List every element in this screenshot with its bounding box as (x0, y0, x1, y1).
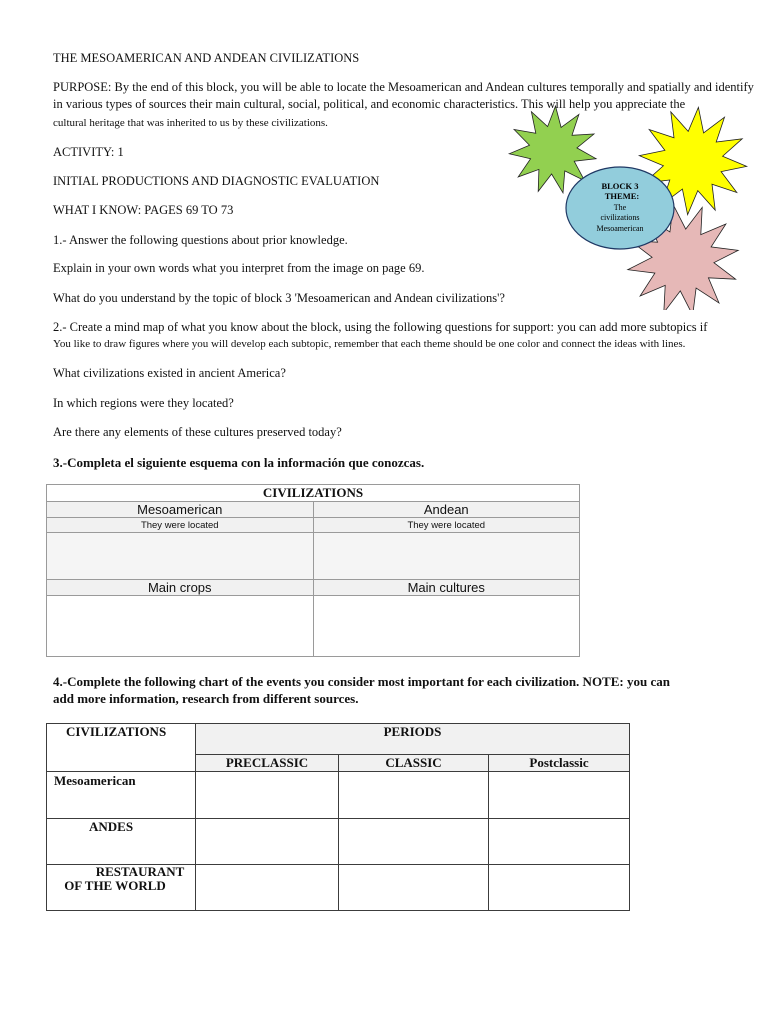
table2-civilizations-label: CIVILIZATIONS (66, 724, 167, 739)
table1-located-mesoamerican: They were located (47, 518, 314, 533)
table2-row-mesoamerican: Mesoamerican (47, 772, 196, 819)
table2-cell-empty (339, 865, 489, 911)
what-i-know-heading: WHAT I KNOW: PAGES 69 TO 73 (53, 203, 234, 217)
question-2c: Are there any elements of these cultures preserved today? (53, 425, 342, 439)
table2-cell-empty (196, 772, 339, 819)
block-theme-graphic (500, 100, 760, 310)
table2-cell-empty (489, 865, 630, 911)
badge-line-2: THEME: (604, 191, 640, 201)
badge-line-5: Mesoamerican (596, 224, 644, 233)
question-2a: What civilizations existed in ancient America? (53, 366, 286, 380)
table2-cell-empty (196, 819, 339, 865)
question-2-line-1: 2.- Create a mind map of what you know about the block, using the following questions for support: you can add more subtopics if (53, 320, 708, 334)
table1-col-andean: Andean (313, 502, 580, 518)
question-1a: Explain in your own words what you interpret from the image on page 69. (53, 261, 425, 275)
table1-cell-empty (47, 533, 314, 580)
table1-located-andean: They were located (313, 518, 580, 533)
table1-main-crops: Main crops (47, 580, 314, 596)
table1-col-mesoamerican: Mesoamerican (47, 502, 314, 518)
purpose-line-2: in various types of sources their main cultural, social, political, and economic characteristics. This will help you appreciate the (53, 97, 686, 111)
restaurant-line-1: RESTAURANT (95, 864, 185, 879)
table1-cell-empty (47, 596, 314, 657)
initial-productions-heading: INITIAL PRODUCTIONS AND DIAGNOSTIC EVALUATION (53, 174, 380, 188)
question-3: 3.-Completa el siguiente esquema con la información que conozcas. (53, 455, 425, 470)
table2-cell-empty (196, 865, 339, 911)
civilizations-scheme-table (46, 484, 580, 657)
question-1: 1.- Answer the following questions about prior knowledge. (53, 233, 348, 247)
activity-label: ACTIVITY: 1 (53, 145, 124, 159)
table1-header: CIVILIZATIONS (47, 485, 580, 502)
table1-cell-empty (313, 596, 580, 657)
question-4-line-1: 4.-Complete the following chart of the events you consider most important for each civilization. NOTE: you can (53, 674, 670, 689)
table2-cell-empty (489, 819, 630, 865)
restaurant-line-2: OF THE WORLD (64, 878, 166, 893)
table2-cell-empty (339, 819, 489, 865)
question-4-line-2: add more information, research from different sources. (53, 691, 359, 706)
table2-col-classic: CLASSIC (339, 755, 489, 772)
table2-civilizations-header (47, 724, 196, 772)
table2-row-restaurant (47, 865, 196, 911)
table2-cell-empty (489, 772, 630, 819)
table1-cell-empty (313, 533, 580, 580)
badge-line-4: civilizations (600, 213, 640, 222)
page-title: THE MESOAMERICAN AND ANDEAN CIVILIZATIONS (53, 51, 360, 65)
badge-line-3: The (613, 203, 627, 212)
question-2b: In which regions were they located? (53, 396, 234, 410)
badge-line-1: BLOCK 3 (601, 181, 639, 191)
question-2-line-2: You like to draw figures where you will develop each subtopic, remember that each theme should be one color and connect the ideas with lines. (53, 338, 686, 350)
question-1b: What do you understand by the topic of block 3 'Mesoamerican and Andean civilizations'? (53, 291, 505, 305)
table2-row-andes: ANDES (47, 819, 196, 865)
purpose-line-1: PURPOSE: By the end of this block, you will be able to locate the Mesoamerican and Andean cultures temporally and spatially and identify (53, 80, 754, 94)
table2-col-postclassic: Postclassic (489, 755, 630, 772)
periods-chart-table (46, 723, 630, 911)
table1-main-cultures: Main cultures (313, 580, 580, 596)
table2-col-preclassic: PRECLASSIC (196, 755, 339, 772)
purpose-line-3: cultural heritage that was inherited to us by these civilizations. (53, 117, 328, 129)
table2-periods-header: PERIODS (196, 724, 630, 755)
table2-cell-empty (339, 772, 489, 819)
